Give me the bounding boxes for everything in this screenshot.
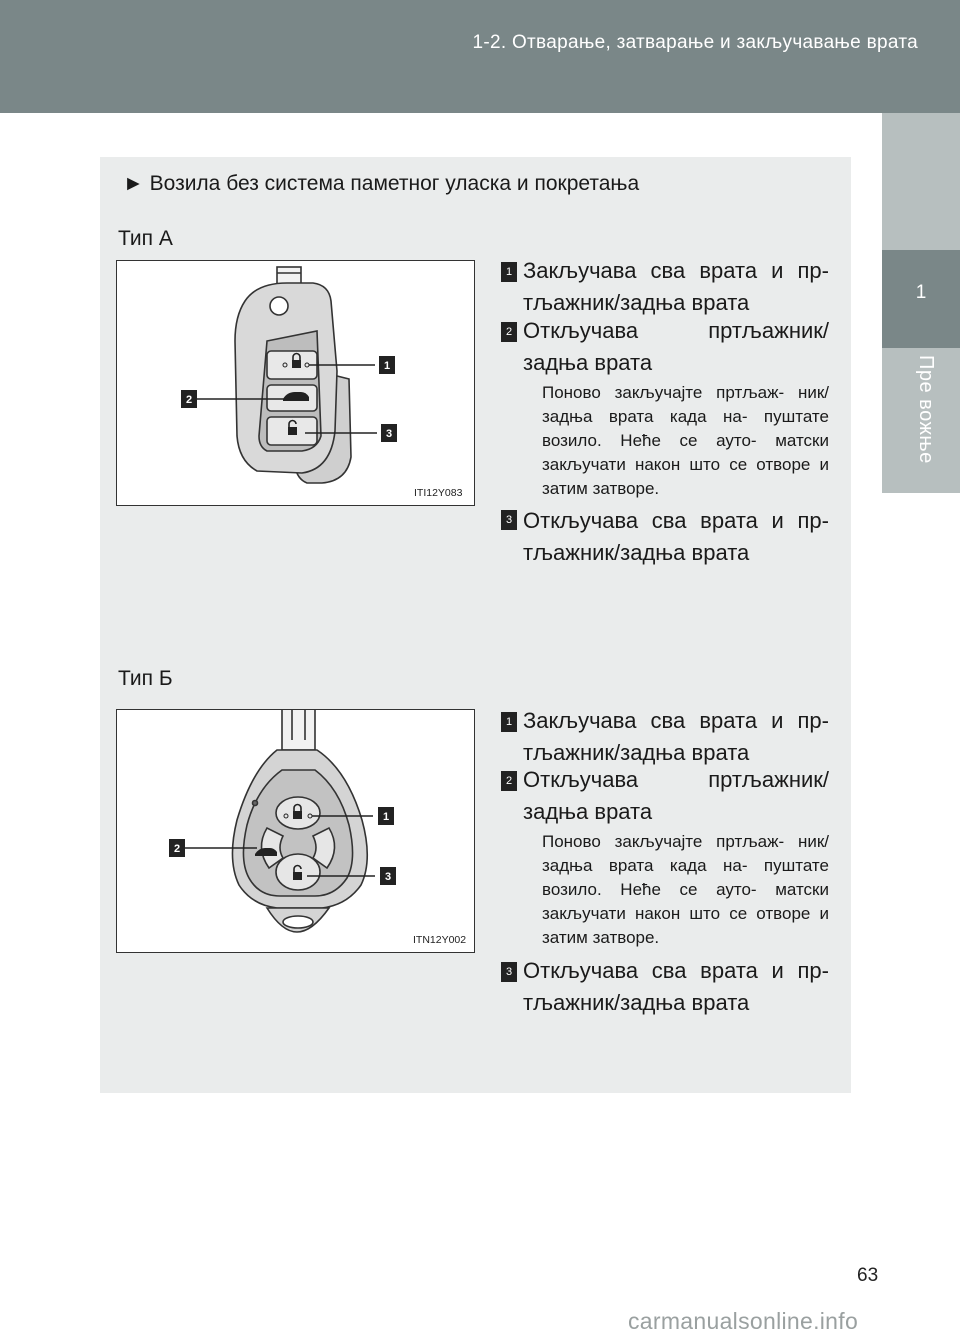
figure-code: ITI12Y083 [414,487,463,499]
item-number-badge: 2 [501,322,517,342]
item-text: Откључава пртљажник/ задња врата [523,767,829,824]
item-text: Откључава пртљажник/ задња врата [523,318,829,375]
page-number: 63 [857,1265,879,1286]
svg-text:3: 3 [385,428,393,440]
item-number-badge: 3 [501,962,517,982]
item-text: Закључава сва врата и пр- тљажник/задња врата [523,708,829,765]
item-number-badge: 2 [501,771,517,791]
item-text: Откључава сва врата и пр- тљажник/задња врата [523,508,829,565]
fob-key-illustration [117,710,474,952]
svg-text:1: 1 [383,360,391,372]
type-a-label: Тип А [118,227,173,250]
svg-text:2: 2 [173,843,181,855]
key-figure-type-a [116,260,475,506]
figure-code: ITN12Y002 [413,934,467,946]
item-text: Откључава сва врата и пр- тљажник/задња врата [523,958,829,1015]
item-number-badge: 1 [501,712,517,732]
watermark: carmanualsonline.info [628,1308,859,1334]
svg-text:1: 1 [382,811,390,823]
flip-key-illustration [117,261,474,505]
side-tab-number: 1 [915,282,927,303]
header-title: 1-2. Отварање, затварање и закључавање врата [472,32,918,53]
item-number-badge: 3 [501,510,517,530]
item-note: Поново закључајте пртљаж- ник/задња врата када на- пуштате возило. Неће се ауто- матски закључати након што се отворе и затим затворе. [542,383,829,498]
key-figure-type-b [116,709,475,953]
item-note: Поново закључајте пртљаж- ник/задња врата када на- пуштате возило. Неће се ауто- матски закључати након што се отворе и затим затворе. [542,832,829,947]
item-text: Закључава сва врата и пр- тљажник/задња врата [523,258,829,315]
svg-text:3: 3 [384,871,392,883]
page-header [0,0,960,113]
item-number-badge: 1 [501,262,517,282]
type-b-label: Тип Б [118,667,173,690]
side-tab-label: Пре вожње [915,355,937,464]
section-heading: ► Возила без система паметног уласка и покретања [123,172,640,195]
svg-text:2: 2 [185,394,193,406]
